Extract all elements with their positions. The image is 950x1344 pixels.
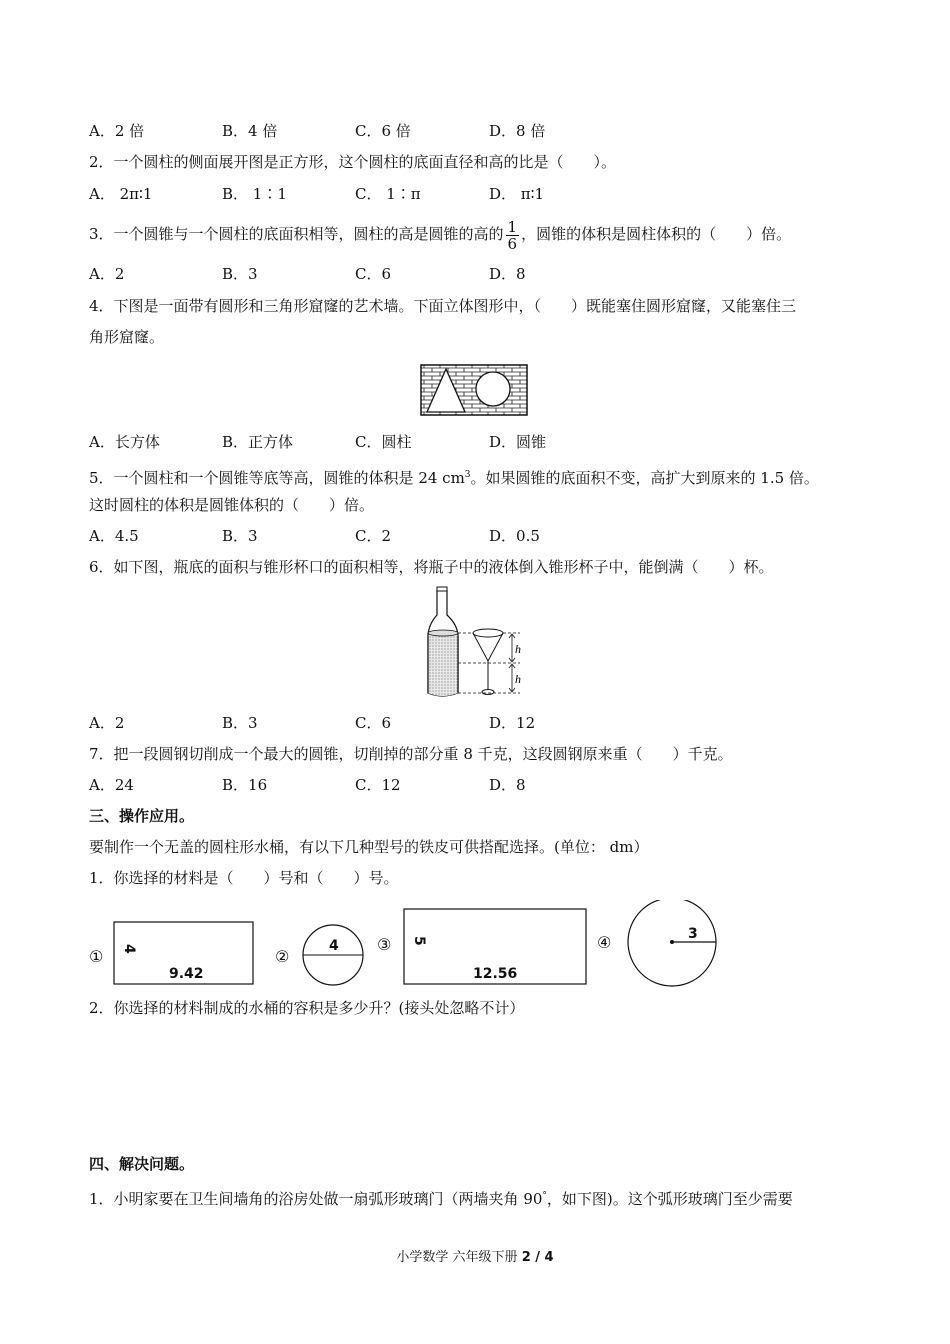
q4-option-d: D．圆锥 <box>489 433 547 451</box>
bottle-liquid <box>428 633 458 696</box>
q4-option-c: C．圆柱 <box>355 433 412 451</box>
section4-q1 <box>89 1186 793 1209</box>
q3-frac-den: 6 <box>507 234 518 253</box>
q5-option-c: C．2 <box>355 527 392 545</box>
q3-text <box>89 218 791 252</box>
q1-option-c: C．6 倍 <box>355 122 411 140</box>
material-1-length: 9.42 <box>169 966 204 982</box>
material-4-center <box>670 940 674 944</box>
h-label-1: h <box>515 642 521 656</box>
guide-lines <box>458 633 520 693</box>
q3-option-c: C．6 <box>355 265 392 283</box>
q6-option-d: D．12 <box>489 714 536 732</box>
q5-line2: 这时圆柱的体积是圆锥体积的（ ）倍。 <box>89 496 375 514</box>
q6-option-b: B．3 <box>222 714 258 732</box>
q6-text: 6．如下图，瓶底的面积与锥形杯口的面积相等，将瓶子中的液体倒入锥形杯子中，能倒满（ ）杯。 <box>89 558 774 576</box>
bottle-and-cup-figure <box>420 585 530 705</box>
section3-title: 三、操作应用。 <box>89 807 195 825</box>
section4-q1-before: 1．小明家要在卫生间墙角的浴房处做一扇弧形玻璃门（两墙夹角 90 <box>89 1190 543 1208</box>
q7-option-b: B．16 <box>222 776 268 794</box>
q1-option-a: A．2 倍 <box>89 122 145 140</box>
materials-figure <box>85 900 735 990</box>
material-3-length: 12.56 <box>473 966 518 982</box>
q7-option-c: C．12 <box>355 776 401 794</box>
q3-fraction <box>506 219 520 252</box>
q2-option-a: A． 2π∶1 <box>89 185 153 203</box>
cup-base <box>482 690 494 695</box>
q4-line2: 角形窟窿。 <box>89 328 165 346</box>
q6-option-a: A．2 <box>89 714 125 732</box>
art-wall-figure <box>420 364 528 416</box>
liquid-surface <box>428 630 458 636</box>
q1-option-b: B．4 倍 <box>222 122 278 140</box>
q5-line1 <box>89 465 819 488</box>
q3-frac-num: 1 <box>507 217 518 236</box>
q5-option-b: B．3 <box>222 527 258 545</box>
circle-hole <box>476 372 510 406</box>
section4-q1-sup: ° <box>542 1191 547 1201</box>
material-4-radius: 3 <box>688 926 698 942</box>
q1-option-d: D．8 倍 <box>489 122 546 140</box>
q3-text-before: 3．一个圆锥与一个圆柱的底面积相等，圆柱的高是圆锥的高的 <box>89 225 504 243</box>
q2-option-d: D． π∶1 <box>489 185 545 203</box>
q5-option-a: A．4.5 <box>89 527 139 545</box>
q5-option-d: D．0.5 <box>489 527 540 545</box>
section3-sub1: 1．你选择的材料是（ ）号和（ ）号。 <box>89 869 399 887</box>
section4-title: 四、解决问题。 <box>89 1155 195 1173</box>
material-1-label: ① <box>89 947 104 966</box>
bottle-cap <box>437 587 447 591</box>
page-footer <box>0 1246 950 1265</box>
q7-option-d: D．8 <box>489 776 526 794</box>
q3-option-a: A．2 <box>89 265 125 283</box>
q5-sup: 3 <box>464 470 471 480</box>
q4-line1: 4．下图是一面带有圆形和三角形窟窿的艺术墙。下面立体图形中，（ ）既能塞住圆形窟窿，又能塞住三 <box>89 297 797 315</box>
material-2-diameter: 4 <box>329 938 339 954</box>
answer-space[interactable] <box>89 1025 869 1145</box>
material-4-label: ④ <box>597 933 612 952</box>
material-1-width: 4 <box>121 944 137 954</box>
section3-sub2: 2．你选择的材料制成的水桶的容积是多少升？(接头处忽略不计） <box>89 999 525 1017</box>
q2-text: 2．一个圆柱的侧面展开图是正方形，这个圆柱的底面直径和高的比是（ ）。 <box>89 153 617 171</box>
q7-option-a: A．24 <box>89 776 134 794</box>
q3-option-b: B．3 <box>222 265 258 283</box>
material-3-label: ③ <box>377 935 392 954</box>
section4-q1-after: ，如下图)。这个弧形玻璃门至少需要 <box>546 1190 793 1208</box>
q5-line1-before: 5．一个圆柱和一个圆锥等底等高，圆锥的体积是 24 cm <box>89 469 465 487</box>
q4-option-b: B．正方体 <box>222 433 294 451</box>
q3-text-after: ，圆锥的体积是圆柱体积的（ ）倍。 <box>521 225 792 243</box>
q4-option-a: A．长方体 <box>89 433 160 451</box>
material-3-width: 5 <box>411 936 427 946</box>
q5-line1-after: 。如果圆锥的底面积不变，高扩大到原来的 1.5 倍。 <box>470 469 819 487</box>
q2-option-c: C． 1∶π <box>355 185 421 203</box>
h-label-2: h <box>515 672 521 686</box>
footer-subject: 小学数学 六年级下册 <box>396 1250 522 1265</box>
cup-rim <box>473 629 503 637</box>
q7-text: 7．把一段圆钢切削成一个最大的圆锥，切削掉的部分重 8 千克，这段圆钢原来重（ ）千克。 <box>89 745 733 763</box>
section3-intro: 要制作一个无盖的圆柱形水桶，有以下几种型号的铁皮可供搭配选择。(单位： dm） <box>89 838 649 856</box>
q3-option-d: D．8 <box>489 265 526 283</box>
material-2-label: ② <box>275 947 290 966</box>
q6-option-c: C．6 <box>355 714 392 732</box>
footer-page-number: 2 / 4 <box>521 1250 554 1265</box>
q2-option-b: B． 1∶1 <box>222 185 287 203</box>
